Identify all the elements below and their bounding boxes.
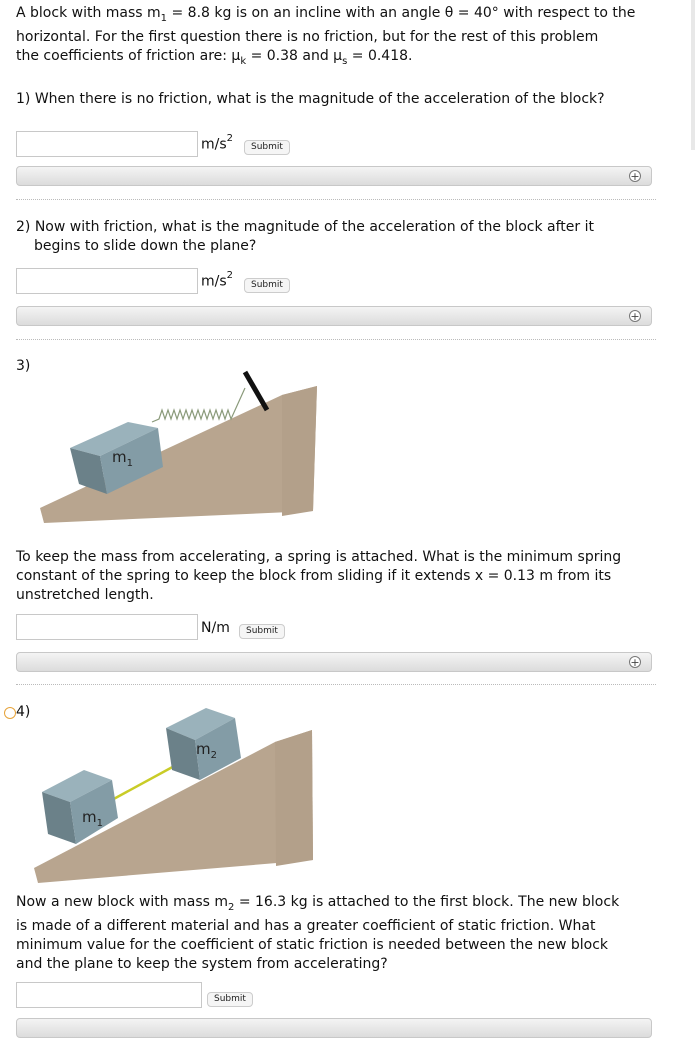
q3-answer-input[interactable]	[16, 614, 198, 640]
q3-submit-button[interactable]: Submit	[239, 624, 285, 639]
expand-icon[interactable]: +	[630, 170, 640, 183]
question-3-label: 3)	[16, 358, 31, 374]
spring-incline-diagram	[40, 366, 340, 536]
q1-unit: $m/s^2$	[201, 133, 234, 153]
m2-label: $m_2$	[196, 740, 217, 761]
question-4-text: Now a new block with mass $m_2 = 16.3$ kg is attached to the first block. The new block is made of a different material and has a greater coefficient of static friction. What minimum value for the coefficient of static friction is needed between the new block and the plane to keep the system from accelerating?	[16, 894, 620, 972]
expand-icon[interactable]: +	[630, 310, 640, 323]
incline-right-face	[275, 730, 313, 866]
divider	[16, 199, 656, 200]
q1-hint-bar[interactable]	[16, 166, 652, 186]
q4-submit-button[interactable]: Submit	[207, 992, 253, 1007]
incline-right-face	[282, 386, 317, 516]
status-indicator-icon	[4, 707, 16, 719]
q2-unit: $m/s^2$	[201, 270, 234, 290]
q4-answer-input[interactable]	[16, 982, 202, 1008]
divider	[16, 339, 656, 340]
q3-hint-bar[interactable]	[16, 652, 652, 672]
wall-bar	[245, 372, 267, 410]
spring	[152, 388, 245, 422]
page-scrollbar[interactable]	[691, 0, 695, 150]
question-2-text: 2) Now with friction, what is the magnitude of the acceleration of the block after it begins to slide down the plane?	[16, 219, 594, 254]
question-4-label: 4)	[16, 704, 31, 720]
two-block-incline-diagram	[30, 700, 330, 885]
m1-label: $m_1$	[82, 808, 103, 829]
q1-answer-input[interactable]	[16, 131, 198, 157]
q3-unit: N/m	[201, 620, 230, 636]
question-1-text: 1) When there is no friction, what is the magnitude of the acceleration of the block?	[16, 91, 605, 107]
q2-hint-bar[interactable]	[16, 306, 652, 326]
divider	[16, 684, 656, 685]
rope	[110, 764, 178, 801]
question-3-text: To keep the mass from accelerating, a spring is attached. What is the minimum spring constant of the spring to keep the block from sliding if it extends x = 0.13 m from its unstretched length.	[16, 549, 622, 603]
q2-submit-button[interactable]: Submit	[244, 278, 290, 293]
m1-label: $m_1$	[112, 448, 133, 469]
expand-icon[interactable]: +	[630, 656, 640, 669]
q2-answer-input[interactable]	[16, 268, 198, 294]
q1-submit-button[interactable]: Submit	[244, 140, 290, 155]
problem-intro: A block with mass $m_1 = 8.8$ kg is on an incline with an angle θ = 40° with respect to the horizontal. For the first question there is no friction, but for the rest of this problem the coefficients of friction are: $\mu_k = 0.38$ and $\mu_s = 0.418$.	[16, 5, 636, 67]
q4-hint-bar[interactable]	[16, 1018, 652, 1038]
